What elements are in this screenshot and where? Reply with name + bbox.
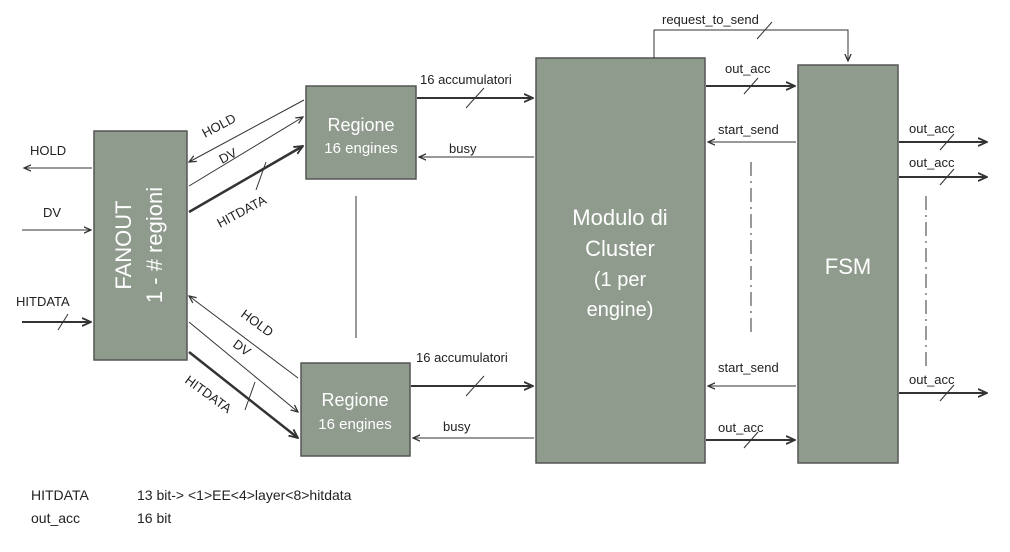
hitdata-top-bus-mark: [256, 162, 266, 190]
fsm-title: FSM: [824, 254, 872, 279]
cluster-line2: Cluster: [585, 236, 655, 261]
fsm-block: [798, 65, 898, 463]
legend-hitdata-desc: 13 bit-> <1>EE<4>layer<8>hitdata: [137, 487, 352, 503]
label-fsm-out3: out_acc: [909, 372, 955, 387]
label-acc-top: 16 accumulatori: [420, 72, 512, 87]
label-hitdata-top: HITDATA: [214, 192, 269, 231]
label-dv-in: DV: [43, 205, 62, 220]
fanout-subtitle: 1 - # regioni: [142, 186, 167, 304]
regione-bottom-title: Regione: [321, 390, 389, 410]
label-hold-top: HOLD: [199, 110, 239, 141]
regione-top-sub: 16 engines: [324, 140, 398, 157]
label-fsm-out2: out_acc: [909, 155, 955, 170]
label-start-send-top: start_send: [718, 122, 779, 137]
regione-bottom-sub: 16 engines: [318, 416, 392, 433]
cluster-block: [536, 58, 705, 463]
label-dv-bottom: DV: [230, 336, 254, 360]
label-hitdata-bottom: HITDATA: [182, 372, 235, 416]
cluster-line4: engine): [586, 299, 654, 321]
request-to-send-arrow: [654, 30, 848, 61]
legend-outacc-desc: 16 bit: [137, 510, 172, 526]
label-hold-bottom: HOLD: [238, 306, 277, 340]
label-fsm-out1: out_acc: [909, 121, 955, 136]
label-start-send-bottom: start_send: [718, 360, 779, 375]
label-dv-top: DV: [216, 144, 240, 167]
legend-outacc-name: out_acc: [31, 510, 81, 526]
label-out-acc-top: out_acc: [725, 61, 771, 76]
label-request-to-send: request_to_send: [662, 12, 759, 27]
cluster-line3: (1 per: [593, 269, 647, 291]
cluster-line1: Modulo di: [572, 205, 668, 230]
label-acc-bottom: 16 accumulatori: [416, 350, 508, 365]
label-busy-bottom: busy: [443, 419, 471, 434]
fanout-title: FANOUT: [111, 200, 136, 290]
label-hitdata-in: HITDATA: [16, 294, 70, 309]
label-busy-top: busy: [449, 141, 477, 156]
label-hold-out: HOLD: [30, 143, 67, 158]
fanout-block: [94, 131, 187, 360]
legend-hitdata-name: HITDATA: [31, 487, 89, 503]
regione-top-block: [306, 86, 416, 179]
label-out-acc-bottom: out_acc: [718, 420, 764, 435]
regione-top-title: Regione: [327, 115, 395, 135]
regione-bottom-block: [301, 363, 410, 456]
